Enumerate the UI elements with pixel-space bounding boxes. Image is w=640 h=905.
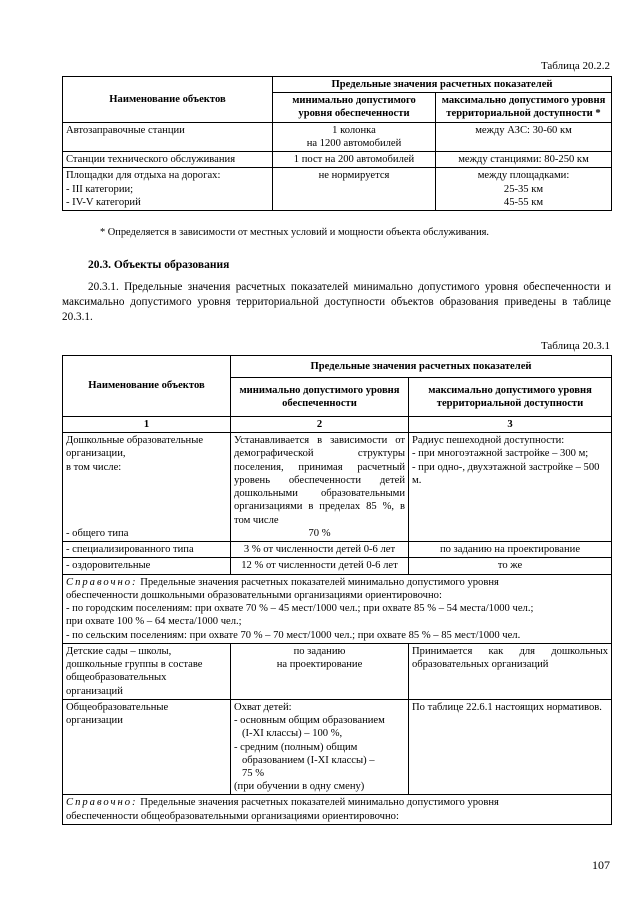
- table-row: [63, 433, 612, 542]
- table-row: [63, 699, 612, 795]
- preschool-max-2: - при одно-, двухэтажной застройке – 500 м.: [412, 461, 600, 486]
- table1-name-header: Наименование объектов: [63, 77, 273, 123]
- ref2-line-1: обеспеченности общеобразовательными организациями ориентировочно:: [66, 810, 399, 822]
- table1-caption: Таблица 20.2.2: [540, 60, 610, 72]
- table2-colnum-1: 1: [63, 417, 231, 433]
- kindergarten-min-cell: [231, 643, 409, 699]
- table2-caption: Таблица 20.3.1: [540, 340, 610, 352]
- general-min-6: (при обучении в одну смену): [234, 781, 365, 793]
- preschool-min-cell: [231, 433, 409, 542]
- kindergarten-name-1: дошкольные группы в составе: [66, 659, 203, 671]
- health-min: 12 % от численности детей 0-6 лет: [231, 558, 409, 574]
- table1-cell-line: Станции технического обслуживания: [66, 154, 236, 166]
- ref1-line-2: - по городским поселениям: при охвате 70 % – 45 мест/1000 чел.; при охвате 85 % – 54 места/1000 чел.;: [66, 603, 534, 615]
- ref1-line-4: - по сельским поселениям: при охвате 70 % – 70 мест/1000 чел.; при охвате 85 % – 85 мест/1000 чел.: [66, 629, 521, 641]
- table1-cell-line: - IV-V категорий: [66, 196, 141, 208]
- kindergarten-name-0: Детские сады – школы,: [66, 645, 172, 657]
- special-max: по заданию на проектирование: [409, 542, 612, 558]
- preschool-min-text: Устанавливается в зависимости от демографической структуры поселения, принимая расчетный уровень обеспеченности детей дошкольными образовательными организациями в пределах 85 %, в том числе: [234, 435, 405, 526]
- general-min-4: образованием (I-XI классы) –: [242, 754, 375, 766]
- table1-min-cell: [273, 168, 436, 211]
- reference-note-general: [63, 795, 612, 824]
- preschool-general-type: - общего типа: [66, 528, 129, 539]
- table1-cell-line: 1 пост на 200 автомобилей: [293, 154, 415, 166]
- table-row: [63, 558, 612, 574]
- ref1-line-0: Предельные значения расчетных показателей минимально допустимого уровня: [140, 576, 499, 588]
- preschool-max-0: Радиус пешеходной доступности:: [412, 435, 565, 447]
- preschool-name-0: Дошкольные образовательные: [66, 435, 204, 447]
- table-row: [63, 795, 612, 824]
- preschool-name-cell: [63, 433, 231, 542]
- kindergarten-min-1: на проектирование: [276, 659, 363, 671]
- reference-label: Справочно:: [66, 797, 138, 809]
- special-name: - специализированного типа: [63, 542, 231, 558]
- table1-cell-line: 1 колонка: [332, 124, 376, 136]
- kindergarten-name-cell: [63, 643, 231, 699]
- table1-cell-line: между АЗС: 30-60 км: [475, 124, 572, 136]
- general-max: По таблице 22.6.1 настоящих нормативов.: [409, 699, 612, 795]
- table1-group-header: Предельные значения расчетных показателей: [273, 77, 612, 93]
- ref1-line-3: при охвате 100 % – 64 места/1000 чел.;: [66, 616, 242, 628]
- table1-cell-line: 45-55 км: [503, 196, 544, 208]
- table1-max-header: максимально допустимого уровня территориальной доступности *: [436, 93, 612, 122]
- table1-name-cell: [63, 122, 273, 151]
- preschool-name-2: в том числе:: [66, 461, 122, 473]
- ref2-line-0: Предельные значения расчетных показателей минимально допустимого уровня: [140, 797, 499, 809]
- table-row: [63, 542, 612, 558]
- general-name-cell: [63, 699, 231, 795]
- table1-cell-line: 25-35 км: [503, 183, 544, 195]
- table2: [62, 355, 612, 825]
- table1-min-header: минимально допустимого уровня обеспеченности: [273, 93, 436, 122]
- table1-footnote: * Определяется в зависимости от местных условий и мощности объекта обслуживания.: [100, 227, 490, 238]
- table-row: [63, 168, 612, 211]
- general-min-2: (I-XI классы) – 100 %,: [242, 728, 343, 740]
- general-min-1: - основным общим образованием: [234, 715, 385, 727]
- table1-cell-line: между станциями: 80-250 км: [458, 154, 589, 166]
- table1-name-cell: [63, 168, 273, 211]
- general-min-0: Охват детей:: [234, 701, 292, 713]
- section-title: 20.3. Объекты образования: [88, 259, 230, 271]
- general-name-0: Общеобразовательные: [66, 701, 169, 713]
- general-min-3: - средним (полным) общим: [234, 741, 358, 753]
- preschool-max-1: - при многоэтажной застройке – 300 м;: [412, 448, 589, 460]
- table-row: [63, 643, 612, 699]
- table2-colnum-3: 3: [409, 417, 612, 433]
- table1-min-cell: [273, 152, 436, 168]
- table-row: [63, 122, 612, 151]
- preschool-name-1: организации,: [66, 448, 126, 460]
- preschool-min-sub: 70 %: [308, 527, 331, 539]
- table1-cell-line: Площадки для отдыха на дорогах:: [66, 170, 221, 182]
- table2-name-header: Наименование объектов: [63, 356, 231, 417]
- table1-cell-line: не нормируется: [318, 170, 390, 182]
- table1-max-cell: [436, 152, 612, 168]
- table-row: [63, 152, 612, 168]
- page-number: 107: [592, 858, 610, 872]
- table1-cell-line: - III категории;: [66, 183, 134, 195]
- table1-min-cell: [273, 122, 436, 151]
- table2-colnum-2: 2: [231, 417, 409, 433]
- table2-max-header: максимально допустимого уровня территориальной доступности: [409, 377, 612, 416]
- health-name: - оздоровительные: [63, 558, 231, 574]
- table1-cell-line: на 1200 автомобилей: [306, 137, 402, 149]
- reference-label: Справочно:: [66, 576, 138, 588]
- kindergarten-min-0: по заданию: [293, 645, 346, 657]
- table1-max-cell: [436, 122, 612, 151]
- kindergarten-name-3: организаций: [66, 685, 123, 697]
- table-row: [63, 574, 612, 643]
- table2-group-header: Предельные значения расчетных показателей: [231, 356, 612, 378]
- table1-cell-line: между площадками:: [477, 170, 570, 182]
- kindergarten-name-2: общеобразовательных: [66, 672, 167, 684]
- general-name-1: организации: [66, 715, 123, 727]
- general-min-cell: [231, 699, 409, 795]
- table1-max-cell: [436, 168, 612, 211]
- reference-note-preschool: [63, 574, 612, 643]
- table2-min-header: минимально допустимого уровня обеспеченности: [231, 377, 409, 416]
- section-paragraph: 20.3.1. Предельные значения расчетных показателей минимально допустимого уровня обеспеченности и максимально допустимого уровня территориальной доступности объектов образования приведены в таблице 20.3.1.: [62, 281, 611, 323]
- preschool-max-cell: [409, 433, 612, 542]
- special-min: 3 % от численности детей 0-6 лет: [231, 542, 409, 558]
- kindergarten-max: Принимается как для дошкольных образовательных организаций: [409, 643, 612, 699]
- health-max: то же: [409, 558, 612, 574]
- table1-cell-line: Автозаправочные станции: [66, 124, 185, 136]
- ref1-line-1: обеспеченности дошкольными образовательными организациями ориентировочно:: [66, 589, 442, 601]
- general-min-5: 75 %: [242, 767, 265, 779]
- table1: [62, 76, 612, 211]
- table1-name-cell: [63, 152, 273, 168]
